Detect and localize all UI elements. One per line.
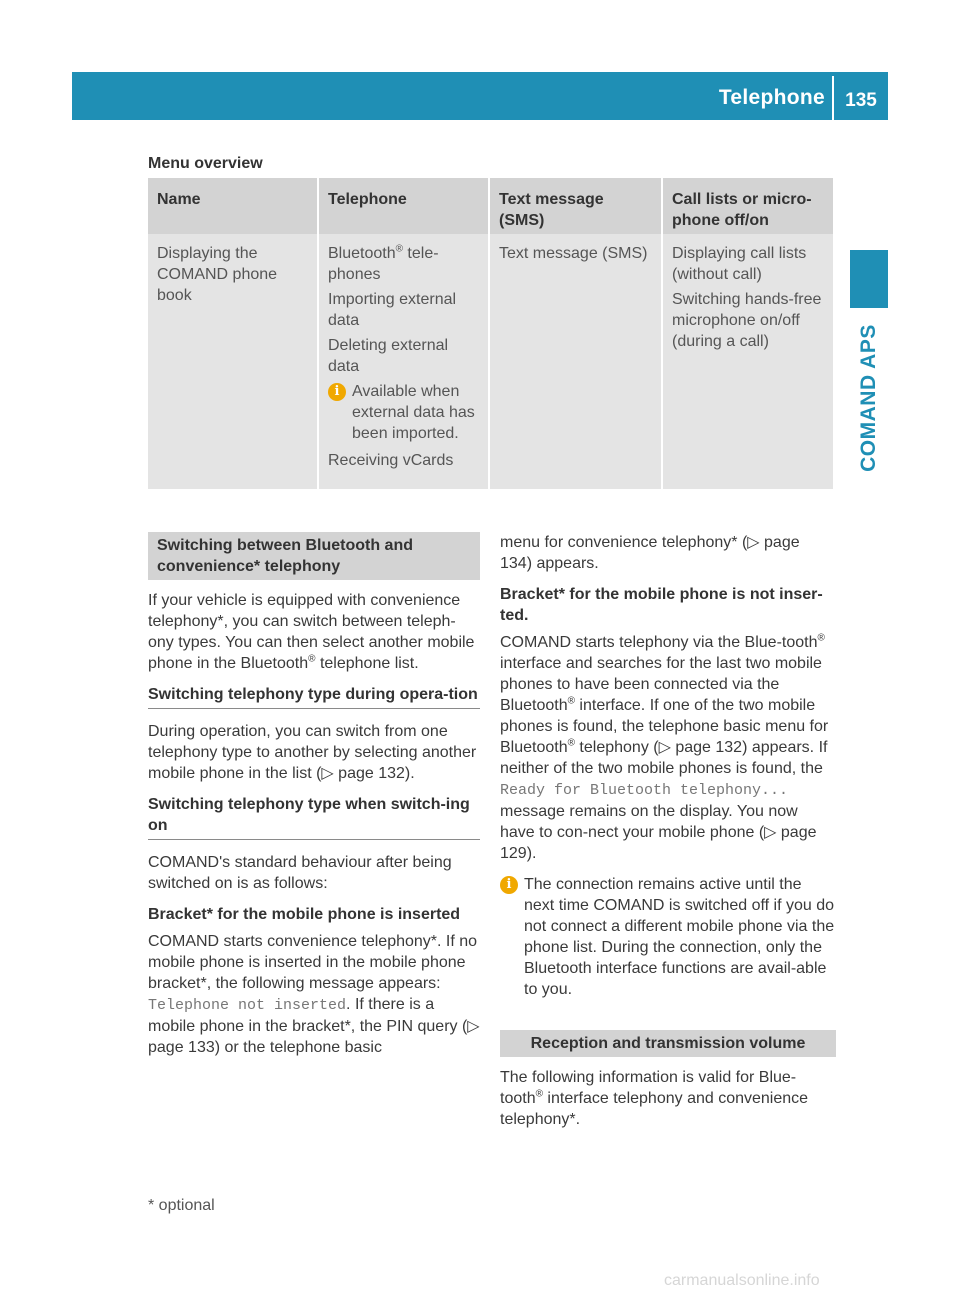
section-banner-volume: Reception and transmission volume — [500, 1030, 836, 1057]
cell-text-bluetooth: Bluetooth® tele-phones — [328, 243, 439, 283]
info-note — [500, 874, 836, 1000]
table-header-sms: Text message (SMS) — [490, 178, 661, 234]
info-icon: i — [328, 383, 346, 401]
cell-text: Text message (SMS) — [499, 245, 648, 262]
paragraph: The following information is valid for Blue-tooth® interface telephony and convenience telephony*. — [500, 1069, 809, 1128]
paragraph: During operation, you can switch from one telephony type to another by selecting another mobile phone in the list (▷ page 132). — [148, 723, 477, 782]
section-banner-switching: Switching between Bluetooth and convenience* telephony — [148, 532, 480, 580]
cell-text-importing: Importing external data — [328, 291, 457, 329]
info-note-text: Available when external data has been imported. — [352, 383, 475, 442]
paragraph: menu for convenience telephony* (▷ page 134) appears. — [500, 534, 800, 572]
table-cell-sms — [490, 234, 661, 489]
watermark: carmanualsonline.info — [664, 1272, 820, 1289]
side-tab-marker — [850, 250, 888, 308]
table-header-call-lists: Call lists or micro-phone off/on — [663, 178, 833, 234]
header-title: Telephone — [718, 86, 825, 109]
table-header-name: Name — [148, 178, 317, 234]
paragraph: COMAND's standard behaviour after being switched on is as follows: — [148, 854, 452, 892]
cell-text-vcards: Receiving vCards — [328, 452, 454, 469]
paragraph: COMAND starts convenience telephony*. If no mobile phone is inserted in the mobile phone bracket*, the following message appears: Telephone not inserted. If there is a mobile phone in the bracket*, the PIN query (▷ page 133) or the telephone basic — [148, 933, 480, 1056]
cell-text-deleting: Deleting external data — [328, 337, 449, 375]
table-header-telephone: Telephone — [319, 178, 488, 234]
page-number: 135 — [845, 90, 877, 111]
table-cell-name — [148, 234, 317, 489]
cell-text: Displaying call lists (without call) — [672, 245, 807, 283]
side-chapter-label: COMAND APS — [857, 324, 880, 472]
paragraph: COMAND starts telephony via the Blue-tooth® interface and searches for the last two mobile phones to have been connected via the Bluetooth® interface. If one of the two mobile phones is found, the telephone basic menu for Bluetooth® telephony (▷ page 132) appears. If neither of the two mobile phones is found, the Ready for Bluetooth telephony... message remains on the display. You now have to con-nect your mobile phone (▷ page 129). — [500, 632, 829, 862]
info-note-text: The connection remains active until the next time COMAND is switched off if you do not connect a different mobile phone via the phone list. During the connection, only the Bluetooth interface functions are avail-able to you. — [524, 876, 835, 998]
info-icon: i — [500, 876, 518, 894]
footnote: * optional — [148, 1197, 215, 1214]
bold-heading-not-inserted: Bracket* for the mobile phone is not inser-ted. — [500, 586, 823, 624]
menu-overview-table — [148, 178, 833, 489]
table-cell-call-lists — [663, 234, 833, 489]
info-note — [328, 381, 479, 444]
header-separator — [832, 76, 834, 120]
menu-overview-title: Menu overview — [148, 155, 263, 172]
right-column — [500, 532, 836, 1140]
subheading-when-switching-on: Switching telephony type when switch-ing on — [148, 794, 480, 840]
table-cell-telephone — [319, 234, 488, 489]
cell-text: Displaying the COMAND phone book — [157, 245, 278, 304]
bold-heading-inserted: Bracket* for the mobile phone is inserted — [148, 906, 461, 923]
cell-text: Switching hands-free microphone on/off (during a call) — [672, 291, 822, 350]
subheading-during-operation: Switching telephony type during opera-tion — [148, 684, 480, 709]
paragraph: If your vehicle is equipped with convenience telephony*, you can switch between teleph-ony types. You can then select another mobile phone in the Bluetooth® telephone list. — [148, 592, 475, 672]
left-column — [148, 532, 480, 1068]
